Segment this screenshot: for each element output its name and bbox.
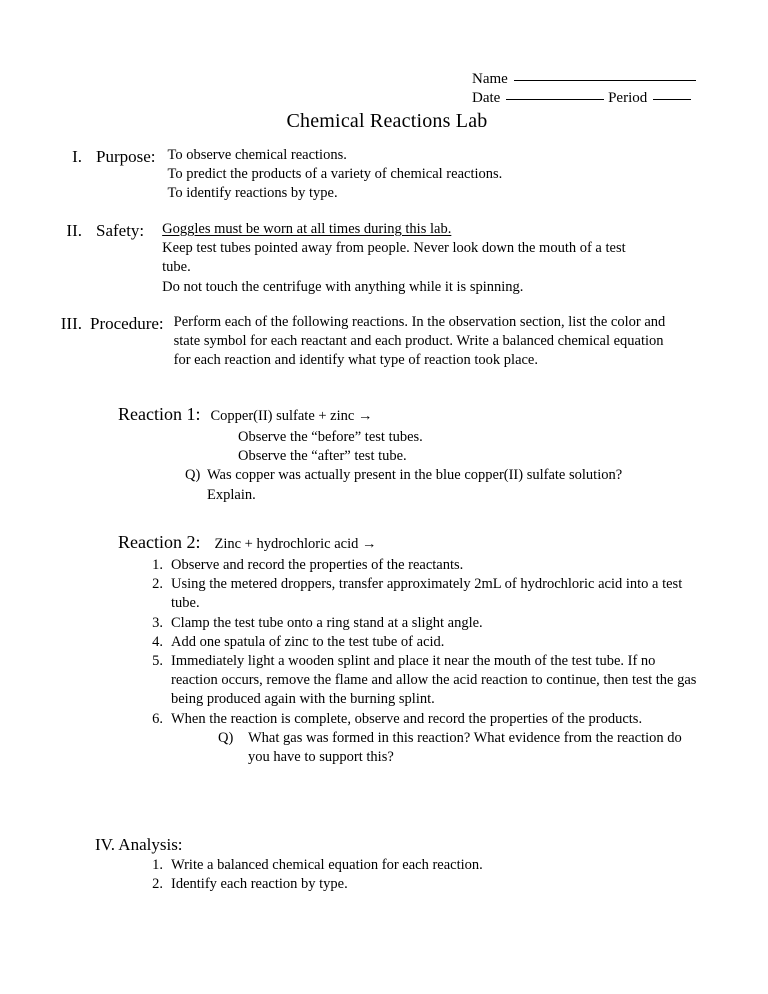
section-purpose	[0, 146, 768, 204]
step-text: Observe and record the properties of the reactants.	[171, 557, 464, 573]
analysis-heading: IV. Analysis:	[95, 835, 183, 854]
step-number: 6.	[152, 710, 163, 727]
safety-underlined-rule: Goggles must be worn at all times during this lab.	[162, 221, 452, 237]
student-info-header	[472, 70, 702, 108]
procedure-numeral: III.	[60, 314, 82, 333]
question-text: What gas was formed in this reaction? What evidence from the reaction do you have to support this?	[248, 729, 682, 766]
safety-body	[162, 220, 654, 297]
step-text: Add one spatula of zinc to the test tube of acid.	[171, 633, 445, 650]
date-period-field-row	[472, 89, 702, 108]
page-title	[0, 108, 768, 134]
step-text: Clamp the test tube onto a ring stand at a slight angle.	[171, 614, 483, 631]
reaction-1-equation: Copper(II) sulfate + zinc →	[210, 408, 373, 424]
name-field-row	[472, 70, 702, 89]
reaction-1-heading	[118, 402, 768, 428]
list-item	[140, 652, 700, 710]
reaction-2-equation: Zinc + hydrochloric acid →	[214, 536, 377, 552]
list-item	[140, 856, 680, 875]
name-blank-line[interactable]	[514, 80, 696, 81]
reaction-1-substep: Observe the “after” test tube.	[238, 448, 407, 465]
reaction-2-heading	[118, 530, 768, 556]
list-item	[140, 614, 700, 633]
step-number: 1.	[152, 557, 163, 573]
page-title-text: Chemical Reactions Lab	[286, 110, 488, 132]
analysis-steps	[140, 856, 680, 894]
purpose-label: Purpose:	[96, 147, 156, 166]
name-label: Name	[472, 71, 508, 87]
list-item	[140, 710, 700, 729]
reaction-2-question	[218, 729, 768, 767]
step-text: When the reaction is complete, observe and record the properties of the products.	[171, 710, 643, 727]
list-item	[140, 556, 700, 575]
step-number: 2.	[152, 576, 163, 593]
date-label: Date	[472, 90, 501, 106]
step-number: 1.	[152, 857, 163, 873]
step-number: 4.	[152, 633, 163, 650]
reaction-2-title: Reaction 2:	[118, 532, 201, 552]
reaction-1-block	[0, 402, 768, 505]
question-text: Was copper was actually present in the blue copper(II) sulfate solution? Explain.	[207, 467, 623, 503]
purpose-line: To observe chemical reactions.	[167, 147, 347, 163]
purpose-body	[168, 146, 668, 204]
question-marker: Q)	[185, 467, 201, 484]
step-text: Immediately light a wooden splint and place it near the mouth of the test tube. If no reaction occurs, remove the flame and allow the acid reaction to continue, then test the gas being produced again with the burning splint.	[171, 653, 697, 708]
reaction-2-block	[0, 530, 768, 767]
reaction-1-question	[185, 466, 768, 504]
step-number: 3.	[152, 614, 163, 631]
reaction-1-substep: Observe the “before” test tubes.	[238, 429, 423, 445]
reaction-1-substeps	[238, 428, 768, 466]
procedure-label: Procedure:	[90, 314, 164, 333]
list-item	[140, 875, 680, 894]
question-marker: Q)	[218, 729, 234, 746]
safety-line: Keep test tubes pointed away from people. Never look down the mouth of a test tube.	[162, 240, 626, 276]
safety-numeral: II.	[66, 221, 82, 240]
procedure-body: Perform each of the following reactions. In the observation section, list the color and state symbol for each reactant and each product. Write a balanced chemical equation for each reaction and identify what type of reaction took place.	[173, 314, 666, 369]
reaction-1-title: Reaction 1:	[118, 404, 201, 424]
safety-line: Do not touch the centrifuge with anything while it is spinning.	[162, 278, 524, 295]
step-number: 2.	[152, 876, 163, 893]
step-text: Identify each reaction by type.	[171, 876, 348, 893]
period-label: Period	[608, 90, 648, 106]
section-safety	[0, 220, 768, 297]
reaction-2-steps	[140, 556, 700, 729]
list-item	[140, 575, 700, 613]
safety-label: Safety:	[96, 221, 145, 240]
period-blank-line[interactable]	[653, 99, 691, 100]
purpose-line: To predict the products of a variety of chemical reactions.	[167, 166, 503, 183]
step-text: Using the metered droppers, transfer approximately 2mL of hydrochloric acid into a test tube.	[171, 576, 683, 612]
step-number: 5.	[152, 653, 163, 670]
section-procedure	[0, 313, 768, 371]
list-item	[140, 633, 700, 652]
date-blank-line[interactable]	[506, 99, 604, 100]
purpose-line: To identify reactions by type.	[167, 185, 338, 202]
step-text: Write a balanced chemical equation for each reaction.	[171, 857, 483, 873]
section-analysis	[0, 833, 768, 894]
purpose-numeral: I.	[72, 147, 82, 166]
